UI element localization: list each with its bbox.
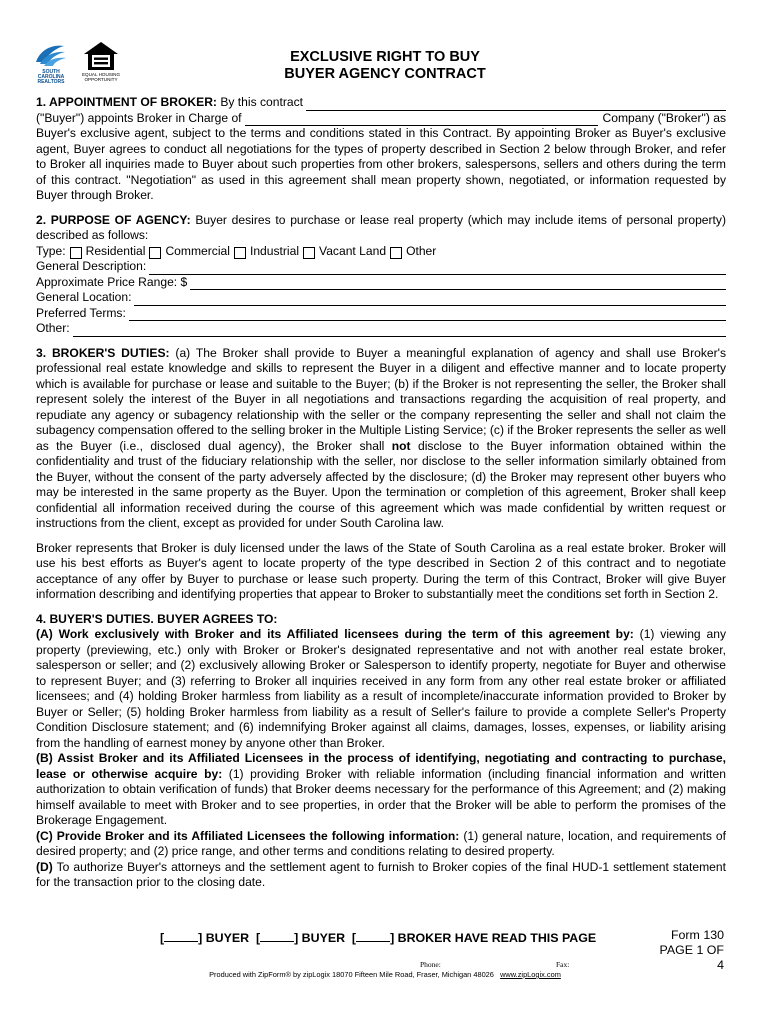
general-location-field[interactable] bbox=[134, 294, 726, 306]
general-location-label: General Location: bbox=[36, 290, 132, 304]
broker-initials-label: ] BROKER HAVE READ THIS PAGE bbox=[390, 931, 597, 945]
preferred-terms-label: Preferred Terms: bbox=[36, 305, 126, 320]
bracket-open-1: [ bbox=[160, 931, 165, 945]
produced-with-footer bbox=[0, 970, 770, 979]
equal-housing-text: EQUAL HOUSING OPPORTUNITY bbox=[81, 72, 121, 82]
appointment-line bbox=[36, 95, 726, 111]
section4-c bbox=[36, 829, 726, 860]
type-label: Type: bbox=[36, 243, 66, 258]
section3-heading: 3. BROKER'S DUTIES: bbox=[36, 345, 170, 360]
section4-b-body: (1) providing Broker with reliable information (including financial information and written authorization to obtain verification of funds) that Broker deems necessary for the performance of this Agreement; and (2) making himself available to meet with Broker and to see properties, in order that the Broker will be able to perform the promises of the Brokerage Engagement. bbox=[36, 766, 726, 827]
page-number: PAGE 1 OF 4 bbox=[659, 943, 724, 972]
document-title-line2: BUYER AGENCY CONTRACT bbox=[284, 66, 486, 82]
vacant-land-checkbox[interactable] bbox=[303, 247, 315, 259]
contract-body bbox=[36, 95, 726, 891]
section2-heading: 2. PURPOSE OF AGENCY: bbox=[36, 212, 191, 227]
section4-c-body: (1) general nature, location, and requirements of desired property; and (2) price range, and other terms and conditions relating to desired property. bbox=[36, 828, 727, 858]
realtors-logo-text: SOUTH CAROLINA REALTORS bbox=[37, 69, 65, 85]
type-industrial: Industrial bbox=[249, 243, 300, 258]
buyer2-initials-label: ] BUYER [ bbox=[294, 931, 357, 945]
section4-heading-text: 4. BUYER'S DUTIES. BUYER AGREES TO: bbox=[36, 611, 278, 626]
buyer-appoints-text: ("Buyer") appoints Broker in Charge of bbox=[36, 110, 242, 125]
section4-d bbox=[36, 860, 726, 891]
buyer1-initials-label: ] BUYER [ bbox=[198, 931, 261, 945]
section3-body-a: (a) The Broker shall provide to Buyer a meaningful explanation of agency and shall use Broker's professional real estate knowledge and skills to represent the Buyer in a diligent and effective manner and to locate property which is available for purchase or lease and suitable to the Buyer; (b) if the Broker is not representing the seller, the Broker shall represent solely the interest of the Buyer in all negotiations and transactions regarding the acquisition of real property, and repudiate any agency or subagency relationship with the seller or the company representing the seller and shall not claim the subagency compensation offered to the selling broker in the Multiple Listing Service; (c) if the Broker represents the seller as well as the Buyer (i.e., disclosed dual agency), the Broker shall bbox=[36, 345, 726, 453]
section4-a-heading: (A) Work exclusively with Broker and its Affiliated licensees during the term of this agreement by: bbox=[36, 627, 634, 641]
commercial-checkbox[interactable] bbox=[149, 247, 161, 259]
preferred-terms-field[interactable] bbox=[129, 309, 726, 321]
price-range-row bbox=[36, 275, 726, 291]
residential-checkbox[interactable] bbox=[70, 247, 82, 259]
other-field[interactable] bbox=[73, 325, 726, 337]
section3-body-b: disclose to the Buyer information obtained within the confidentiality and trust of the fiduciary relationship with the seller, nor disclose to the seller information similarly obtained from the Buyer, without the consent of the party adversely affected by the disclosure; (d) the Broker may represent other buyers who may be interested in the same property as the Buyer. Upon the termination or completion of this agreement, Broker shall keep confidential all information received during the course of this agreement which was made confidential by written request or instructions from the client, except as provided for under South Carolina law. bbox=[36, 438, 726, 530]
other-label: Other: bbox=[36, 321, 70, 335]
produced-text: Produced with ZipForm® by zipLogix 18070 Fifteen Mile Road, Fraser, Michigan 48026 bbox=[209, 970, 494, 979]
buyer-name-field[interactable] bbox=[306, 99, 726, 111]
ziplogix-link[interactable]: www.zipLogix.com bbox=[500, 970, 561, 979]
preferred-terms-row bbox=[36, 306, 726, 322]
type-residential: Residential bbox=[85, 243, 146, 258]
price-range-field[interactable] bbox=[190, 278, 726, 290]
document-title-line1: EXCLUSIVE RIGHT TO BUY bbox=[290, 49, 480, 65]
broker-company-field[interactable] bbox=[245, 114, 599, 126]
general-location-row bbox=[36, 290, 726, 306]
section4-a bbox=[36, 627, 726, 751]
property-type-row bbox=[36, 244, 726, 260]
broker-company-line bbox=[36, 111, 726, 127]
industrial-checkbox[interactable] bbox=[234, 247, 246, 259]
section4-b-heading: (B) Assist Broker and its Affiliated Licensees in the process of identifying, negotiating and contracting to purchase, lease or otherwise acquire by: bbox=[36, 751, 726, 781]
general-description-field[interactable] bbox=[149, 263, 726, 275]
general-description-row bbox=[36, 259, 726, 275]
initials-row bbox=[160, 931, 596, 945]
section4-d-heading: (D) bbox=[36, 859, 53, 874]
other-row bbox=[36, 321, 726, 337]
section2-body: Buyer desires to purchase or lease real property (which may include items of personal property) described as follows: bbox=[36, 212, 726, 242]
phone-label: Phone: bbox=[420, 960, 441, 969]
other-checkbox[interactable] bbox=[390, 247, 402, 259]
section2-paragraph bbox=[36, 213, 726, 244]
section1-intro: By this contract bbox=[216, 95, 304, 109]
type-commercial: Commercial bbox=[165, 243, 230, 258]
general-description-label: General Description: bbox=[36, 259, 147, 273]
type-other: Other bbox=[406, 243, 437, 258]
section1-heading: 1. APPOINTMENT OF BROKER: bbox=[36, 95, 217, 109]
type-vacant-land: Vacant Land bbox=[319, 243, 387, 258]
section4-b bbox=[36, 751, 726, 829]
fax-label: Fax: bbox=[556, 960, 570, 969]
form-number-block bbox=[650, 928, 724, 973]
section3-paragraph bbox=[36, 346, 726, 532]
section4-heading bbox=[36, 612, 726, 628]
price-range-label: Approximate Price Range: $ bbox=[36, 274, 188, 289]
section3-paragraph2: Broker represents that Broker is duly licensed under the laws of the State of South Carolina as a real estate broker. Broker will use his best efforts as Buyer's agent to locate property of the type described in Section 2 of this contract and to negotiate acceptance of any offer by Buyer to purchase or lease such property. During the term of this Contract, Broker will give Buyer information describing and identifying properties that appear to Broker to substantially meet the conditions set forth in Section 2. bbox=[36, 540, 726, 601]
broker-initials-field[interactable] bbox=[356, 931, 390, 942]
section1-body: Buyer's exclusive agent, subject to the terms and conditions stated in this Contract. By appointing Broker as Buyer's exclusive agent, Buyer agrees to conduct all negotiations for the types of property described in Section 2 below through Broker, and refer to Broker all inquiries made to Buyer about such properties from other brokers, salespersons, sellers and others during the term of this contract. "Negotiation" as used in this agreement shall mean property shown, negotiated, or information requested by Buyer through Broker. bbox=[36, 126, 726, 202]
buyer1-initials-field[interactable] bbox=[164, 931, 198, 942]
section4-c-heading: (C) Provide Broker and its Affiliated Licensees the following information: bbox=[36, 828, 460, 843]
company-broker-label: Company ("Broker") as bbox=[602, 110, 726, 125]
buyer2-initials-field[interactable] bbox=[260, 931, 294, 942]
section4-a-body: (1) viewing any property (previewing, etc.) only with Broker or Broker's designated representative and not with another real estate broker, salesperson or seller; and (2) exclusively allowing Broker or Salesperson to identify property, negotiate for Buyer and otherwise to represent Buyer; and (3) referring to Broker all inquiries received in any form from any other real estate broker or affiliated licensees; and (4) holding Broker harmless from liability as a result of incomplete/inaccurate information provided to Broker by Buyer or Seller; (5) holding Broker harmless from liability as a result of Seller's failure to provide a complete Seller's Property Condition Disclosure statement; and (6) indemnifying Broker against all claims, damages, losses, expenses, or liability arising from the handling of earnest money by anyone other than Broker. bbox=[36, 627, 726, 750]
form-number: Form 130 bbox=[670, 928, 724, 942]
section3-not: not bbox=[391, 438, 411, 453]
section4-d-body: To authorize Buyer's attorneys and the settlement agent to furnish to Broker copies of the final HUD-1 settlement statement for the transaction prior to the closing date. bbox=[36, 859, 726, 889]
